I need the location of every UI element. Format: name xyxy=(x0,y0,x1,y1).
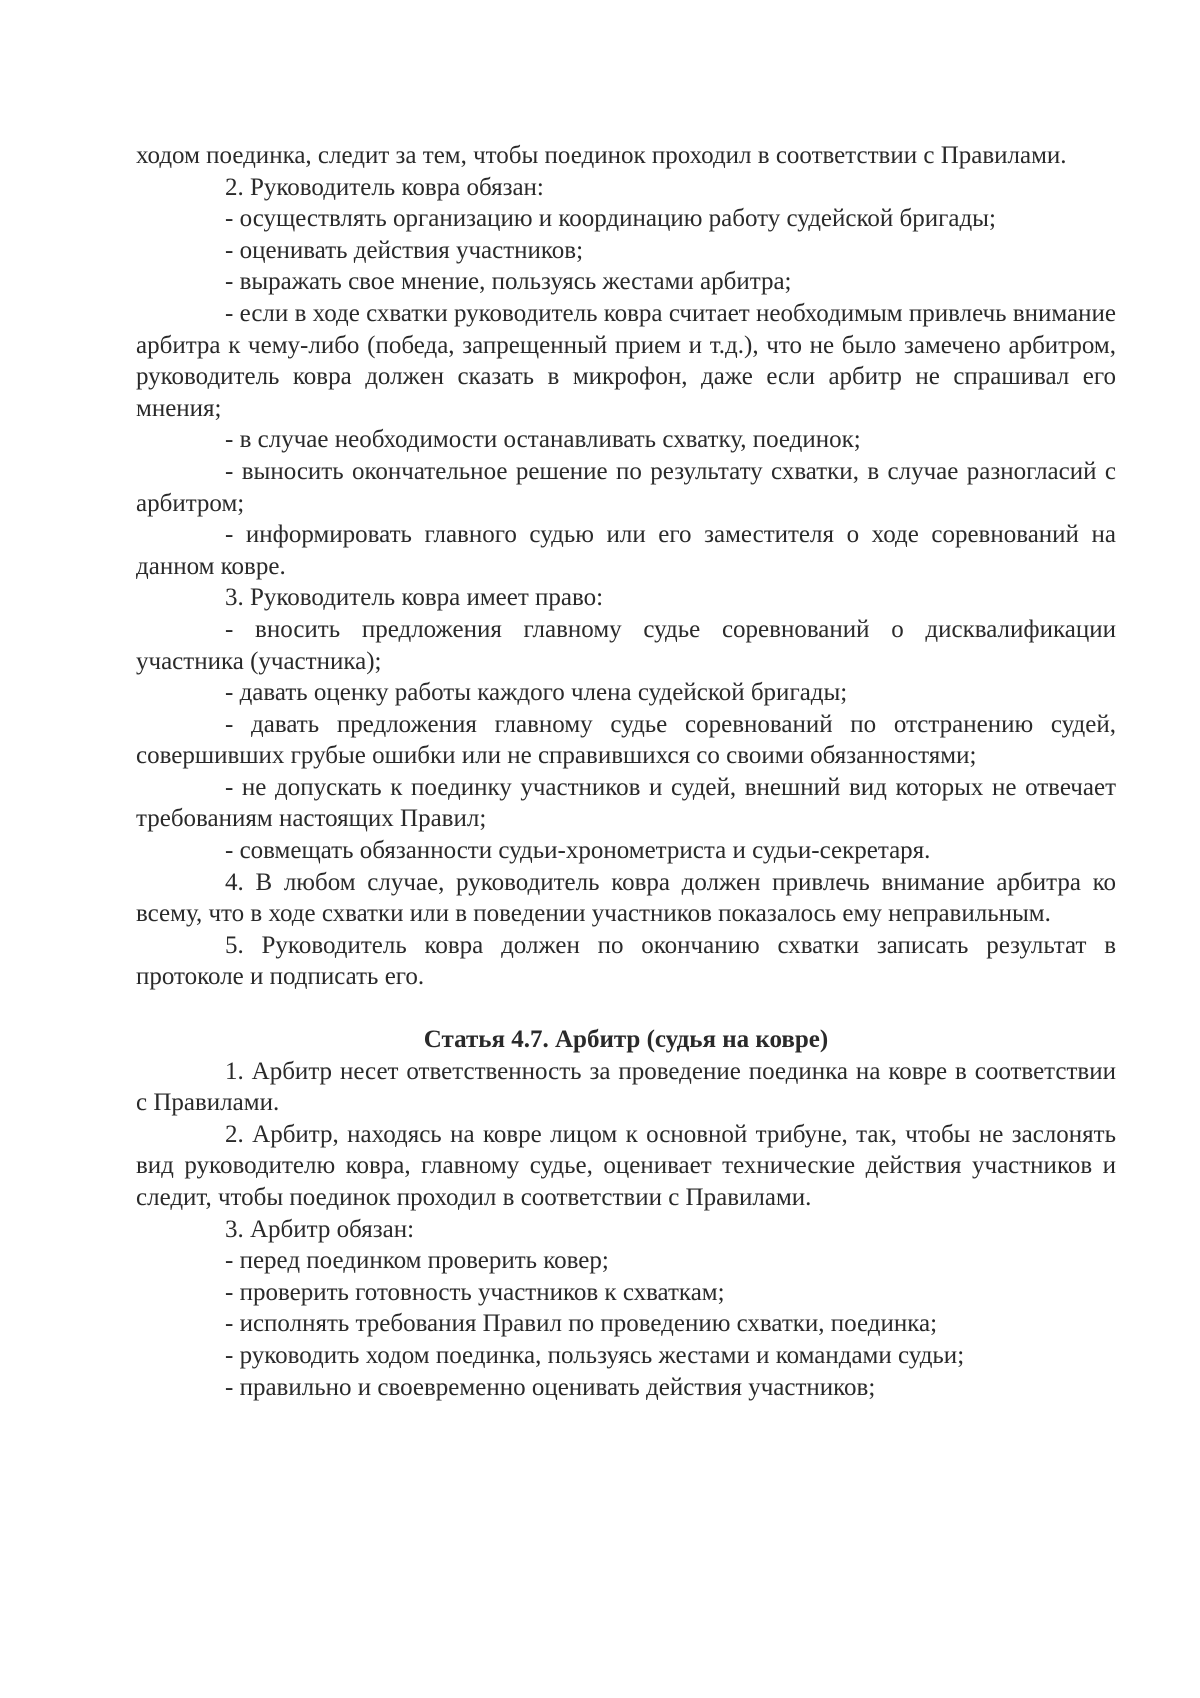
paragraph-referee-duties-heading: 3. Арбитр обязан: xyxy=(225,1215,415,1243)
article-heading: Статья 4.7. Арбитр (судья на ковре) xyxy=(423,1026,829,1054)
list-item: - если в ходе схватки руководитель ковра считает необходимым привлечь внимание арбитра к чему-либо (победа, запрещенный прием и т.д.), что не было замечено арбитром, руководитель ковра должен сказать в микрофон, даже если арбитр не спрашивал его мнения; xyxy=(136,299,1116,422)
list-item: - руководить ходом поединка, пользуясь жестами и командами судьи; xyxy=(225,1341,965,1369)
list-item: - информировать главного судью или его заместителя о ходе соревнований на данном ковре. xyxy=(136,521,1116,580)
list-item: - правильно и своевременно оценивать действия участников; xyxy=(225,1373,876,1401)
list-item: - вносить предложения главному судье соревнований о дисквалификации участника (участника); xyxy=(136,615,1116,675)
list-item: - в случае необходимости останавливать схватку, поединок; xyxy=(225,426,861,454)
paragraph-item-2: 2. Арбитр, находясь на ковре лицом к основной трибуне, так, чтобы не заслонять вид руководителю ковра, главному судье, оценивает технические действия участников и следит, чтобы поединок проходил в соответствии с Правилами. xyxy=(136,1120,1116,1211)
list-item: - оценивать действия участников; xyxy=(225,236,584,264)
paragraph-continuation: ходом поединка, следит за тем, чтобы поединок проходил в соответствии с Правилами. xyxy=(136,142,1067,169)
paragraph-item-1: 1. Арбитр несет ответственность за проведение поединка на ковре в соответствии с Правилами. xyxy=(136,1057,1116,1117)
paragraph-item-5: 5. Руководитель ковра должен по окончанию схватки записать результат в протоколе и подписать его. xyxy=(136,931,1116,991)
list-item: - осуществлять организацию и координацию работу судейской бригады; xyxy=(225,205,996,233)
list-item: - выражать свое мнение, пользуясь жестами арбитра; xyxy=(225,268,792,296)
list-item: - давать предложения главному судье соревнований по отстранению судей, совершивших грубые ошибки или не справившихся со своими обязанностями; xyxy=(136,710,1116,770)
list-item: - исполнять требования Правил по проведению схватки, поединка; xyxy=(225,1310,938,1338)
list-item: - выносить окончательное решение по результату схватки, в случае разногласий с арбитром; xyxy=(136,457,1116,517)
paragraph-item-4: 4. В любом случае, руководитель ковра должен привлечь внимание арбитра ко всему, что в ходе схватки или в поведении участников показалось ему неправильным. xyxy=(136,868,1116,928)
document-body xyxy=(136,140,1116,1403)
list-item: - проверить готовность участников к схваткам; xyxy=(225,1278,725,1306)
paragraph-carpet-leader-duties-heading: 2. Руководитель ковра обязан: xyxy=(225,173,544,201)
list-item: - давать оценку работы каждого члена судейской бригады; xyxy=(225,679,848,707)
list-item: - совмещать обязанности судьи-хронометриста и судьи-секретаря. xyxy=(225,837,931,865)
paragraph-carpet-leader-rights-heading: 3. Руководитель ковра имеет право: xyxy=(225,584,604,612)
list-item: - не допускать к поединку участников и судей, внешний вид которых не отвечает требованиям настоящих Правил; xyxy=(136,773,1116,833)
list-item: - перед поединком проверить ковер; xyxy=(225,1247,609,1275)
